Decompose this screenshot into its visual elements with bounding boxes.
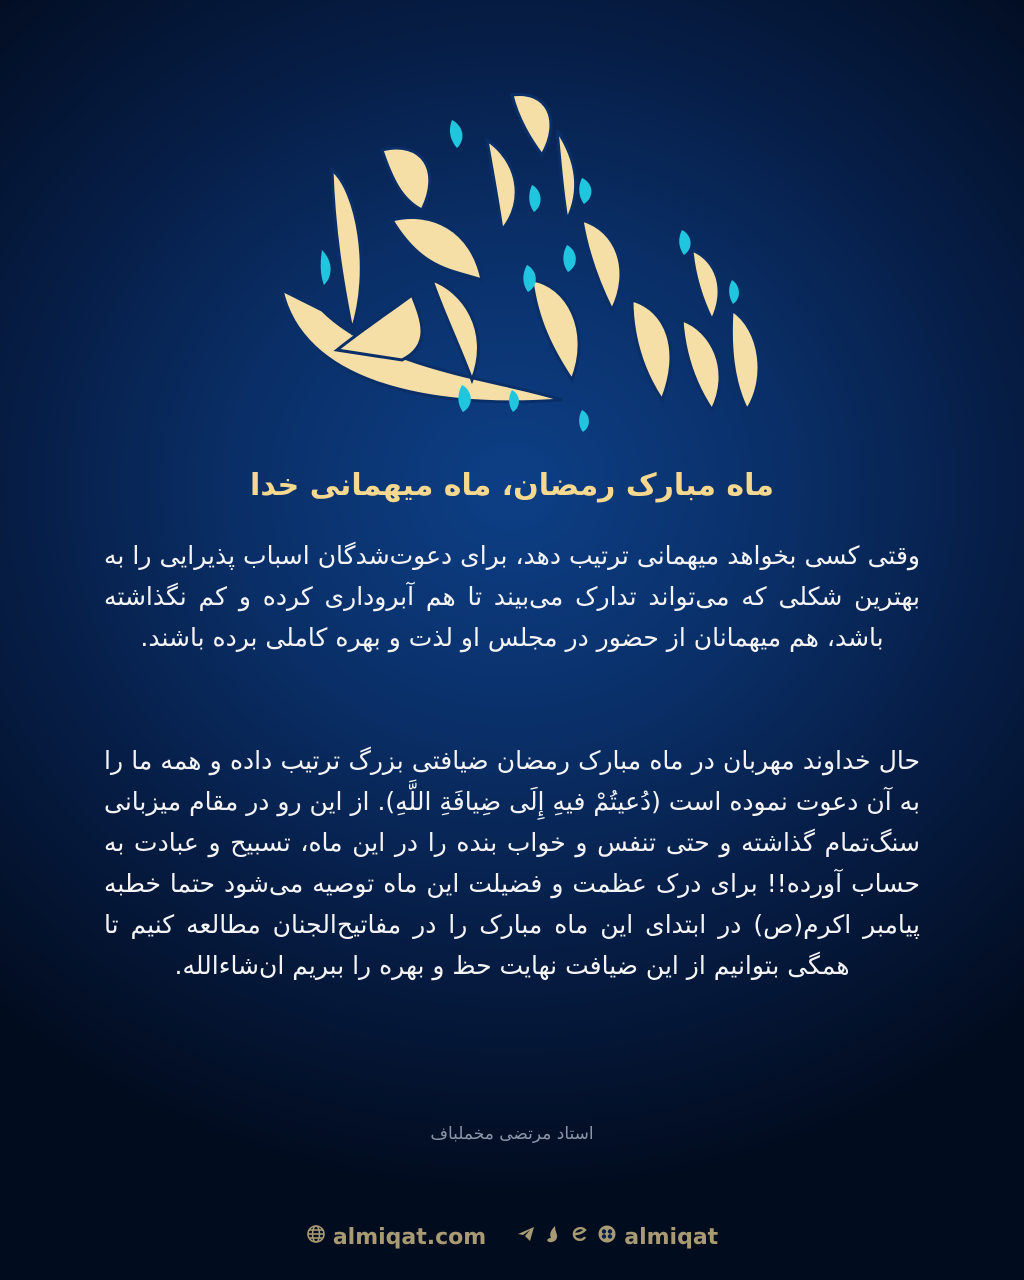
social-links (516, 1224, 718, 1250)
website-url: almiqat.com (332, 1224, 487, 1250)
calligraphy-illustration (262, 80, 772, 440)
bale-icon[interactable] (543, 1224, 563, 1250)
social-handle[interactable]: almiqat (624, 1224, 719, 1250)
author-credit: استاد مرتضی مخملباف (430, 1124, 594, 1144)
footer (0, 1224, 1024, 1250)
telegram-icon[interactable] (516, 1224, 536, 1250)
rubika-icon[interactable] (597, 1224, 617, 1250)
paragraph-intro: وقتی کسی بخواهد میهمانی ترتیب دهد، برای دعوت‌شدگان اسباب پذیرایی را به بهترین شکلی که می‌تواند تدارک می‌بیند تا هم آبروداری کرده و کم نگذاشته باشد، هم میهمانان از حضور در مجلس او لذت و بهره کاملی برده باشند. (104, 541, 920, 652)
paragraph-main: حال خداوند مهربان در ماه مبارک رمضان ضیافتی بزرگ ترتیب داده و همه ما را به آن دعوت نموده است (دُعیتُمْ فیهِ إِلَی ضِیافَةِ اللَّهِ). از این رو در مقام میزبانی سنگ‌تمام گذاشته و حتی تنفس و خواب بنده را در این ماه، تسبیح و عبادت به حساب آورده!! برای درک عظمت و فضیلت این ماه توصیه می‌شود حتما خطبه پیامبر اکرم(ص) در ابتدای این ماه مبارک را در مفاتیح‌الجنان مطالعه کنیم تا همگی بتوانیم از این ضیافت نهایت حظ و بهره را ببریم ان‌شاءالله. (104, 746, 920, 980)
calligraphy-artwork (262, 80, 772, 440)
globe-icon (306, 1224, 326, 1250)
website-link[interactable] (306, 1224, 486, 1250)
page-title: ماه مبارک رمضان، ماه میهمانی خدا (250, 468, 774, 503)
eitaa-icon[interactable] (570, 1224, 590, 1250)
